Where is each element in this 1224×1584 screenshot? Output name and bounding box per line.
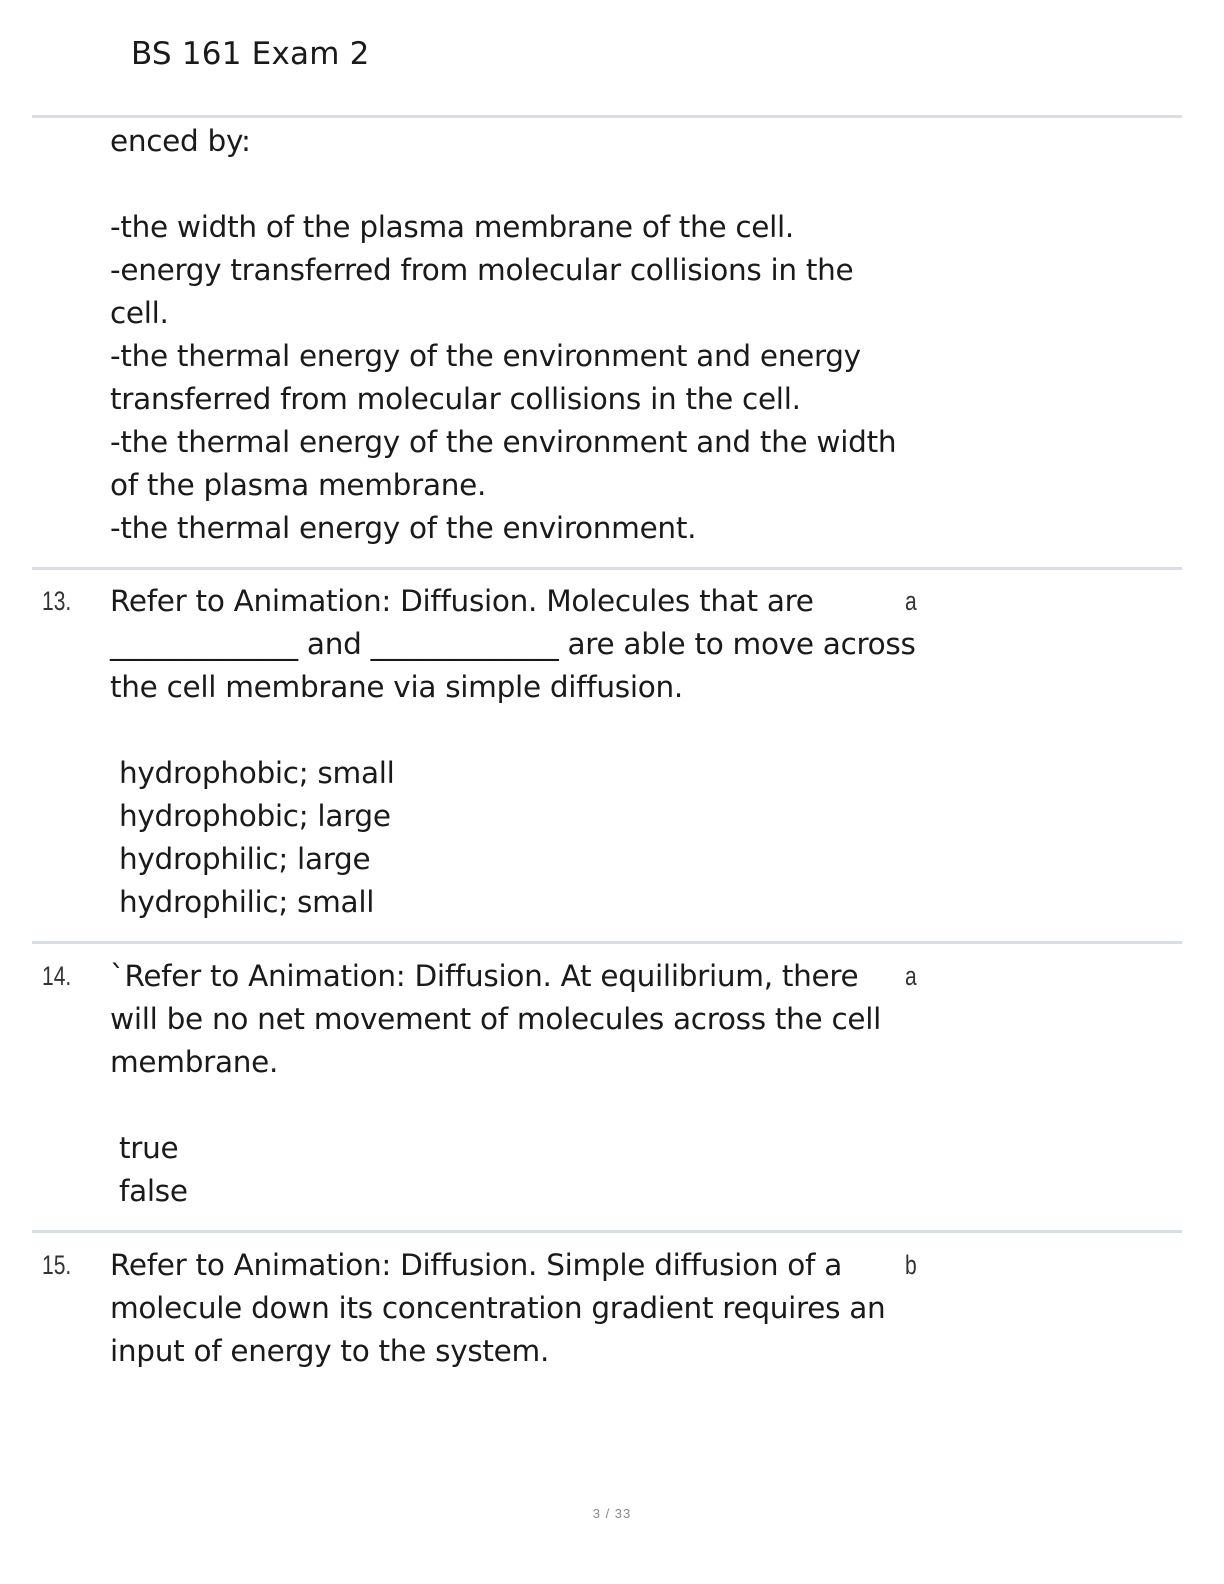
question-line: will be no net movement of molecules across the cell [110, 1002, 882, 1036]
question-15 [110, 1244, 910, 1373]
page-title: BS 161 Exam 2 [131, 36, 370, 72]
question-line: the cell membrane via simple diffusion. [110, 670, 683, 704]
answer-choice: -the width of the plasma membrane of the cell. [110, 210, 795, 244]
question-line: enced by: [110, 124, 251, 158]
answer-option: hydrophobic; small [119, 756, 395, 790]
question-line: membrane. [110, 1045, 279, 1079]
divider [32, 1230, 1182, 1233]
answer-choice-cont: cell. [110, 296, 169, 330]
question-number: 13. [42, 586, 72, 616]
blank-line [110, 163, 910, 206]
answer-option: hydrophobic; large [119, 799, 391, 833]
blank-line [110, 709, 910, 752]
question-number: 14. [42, 961, 72, 991]
answer-option: false [119, 1174, 188, 1208]
answer-choice: -the thermal energy of the environment. [110, 511, 697, 545]
continued-question [110, 120, 910, 550]
question-line: Refer to Animation: Diffusion. Simple diffusion of a [110, 1248, 842, 1282]
answer-choice-cont: transferred from molecular collisions in the cell. [110, 382, 801, 416]
divider [32, 941, 1182, 944]
answer-choice: -the thermal energy of the environment and the width [110, 425, 897, 459]
question-line: `Refer to Animation: Diffusion. At equilibrium, there [110, 959, 859, 993]
answer-option: true [119, 1131, 179, 1165]
answer-option: hydrophilic; large [119, 842, 371, 876]
answer-option: hydrophilic; small [119, 885, 375, 919]
answer-choice: -the thermal energy of the environment and energy [110, 339, 861, 373]
divider [32, 115, 1182, 118]
answer-key: a [905, 961, 917, 991]
question-number: 15. [42, 1250, 72, 1280]
answer-choice-cont: of the plasma membrane. [110, 468, 487, 502]
page-number: 3 / 33 [592, 1506, 632, 1521]
question-14 [110, 955, 910, 1213]
divider [32, 567, 1182, 570]
question-line: _____________ and _____________ are able to move across [110, 627, 916, 661]
answer-choice: -energy transferred from molecular collisions in the [110, 253, 854, 287]
question-line: input of energy to the system. [110, 1334, 550, 1368]
question-13 [110, 580, 916, 924]
blank-line [110, 1084, 910, 1127]
question-line: molecule down its concentration gradient requires an [110, 1291, 886, 1325]
question-line: Refer to Animation: Diffusion. Molecules that are [110, 584, 814, 618]
answer-key: b [905, 1250, 917, 1280]
answer-key: a [905, 586, 917, 616]
